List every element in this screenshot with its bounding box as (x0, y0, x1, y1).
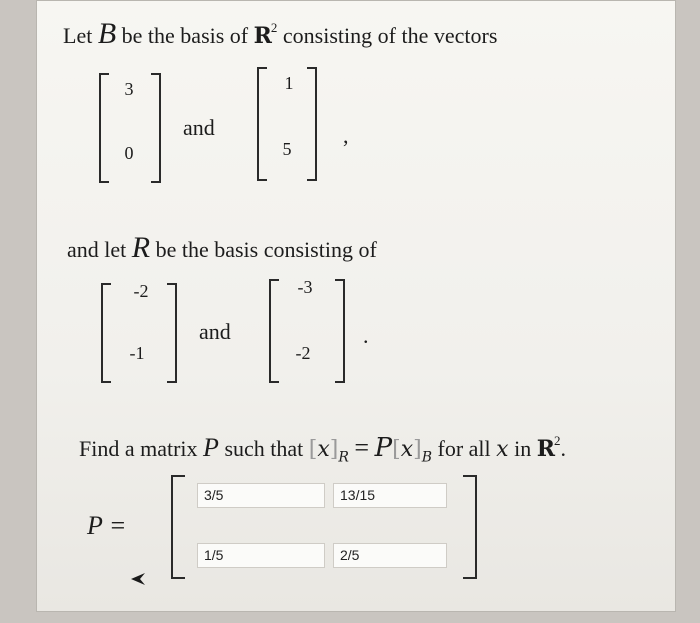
vector-r2-entry-2: -2 (295, 343, 311, 363)
intro-text: be the basis of (121, 23, 249, 48)
intro-text-2: consisting of the vectors (282, 23, 498, 48)
x-symbol: x (496, 437, 509, 462)
vector-r1-entry-2: -1 (129, 343, 145, 363)
equals-sign: = (354, 433, 370, 462)
matrix-cell-1-2[interactable]: 13/15 (333, 483, 447, 508)
vector-r2-entry-1: -3 (297, 277, 313, 297)
vector-b2-entry-2: 5 (282, 139, 292, 159)
matrix-cell-2-2[interactable]: 2/5 (333, 543, 447, 568)
matrix-cell-1-1[interactable]: 3/5 (197, 483, 325, 508)
vector-b2-entry-1: 1 (284, 73, 294, 93)
question-period: . (560, 436, 566, 461)
coord-R: $[x]_R$ (308, 437, 349, 466)
vector-b1-right-bracket (151, 73, 161, 183)
vector-b1-entry-2: 0 (124, 143, 134, 163)
real-space-symbol-2: R (536, 436, 554, 462)
question-text-1: Find a matrix (79, 436, 198, 461)
vector-b1-entry-1: 3 (124, 79, 134, 99)
second-line (67, 231, 377, 265)
vector-b2-left-bracket (257, 67, 267, 181)
problem-card (36, 0, 676, 612)
basis-B-symbol: B (97, 17, 117, 50)
matrix-left-bracket (171, 475, 185, 579)
vector-r2-left-bracket (269, 279, 279, 383)
matrix-P-symbol: P (203, 433, 219, 462)
mouse-pointer-icon (129, 569, 149, 589)
vector-r2-right-bracket (335, 279, 345, 383)
second-text-1: and let (67, 237, 127, 262)
real-space-exponent: 2 (270, 20, 278, 35)
matrix-right-bracket (463, 475, 477, 579)
P-equals-label: P = (87, 511, 127, 540)
coord-B: $P[x]_B$ (374, 433, 432, 466)
real-space-symbol: R (253, 23, 271, 49)
intro-line (63, 17, 497, 51)
basis-R-symbol: R (131, 231, 151, 264)
question-text-2: such that (224, 436, 304, 461)
vector-b1-left-bracket (99, 73, 109, 183)
vector-r1-right-bracket (167, 283, 177, 383)
intro-let: Let (63, 23, 93, 48)
vector-r1-left-bracket (101, 283, 111, 383)
matrix-cell-2-1[interactable]: 1/5 (197, 543, 325, 568)
question-text-3: for all (437, 436, 491, 461)
and-label-R: and (199, 319, 231, 344)
vector-r1-entry-1: -2 (133, 281, 149, 301)
question-line (79, 433, 566, 465)
and-label-B: and (183, 115, 215, 140)
real-space-exponent-2: 2 (554, 433, 561, 448)
period: . (363, 323, 369, 348)
comma: , (343, 123, 349, 148)
question-text-4: in (514, 436, 532, 461)
second-text-2: be the basis consisting of (155, 237, 377, 262)
